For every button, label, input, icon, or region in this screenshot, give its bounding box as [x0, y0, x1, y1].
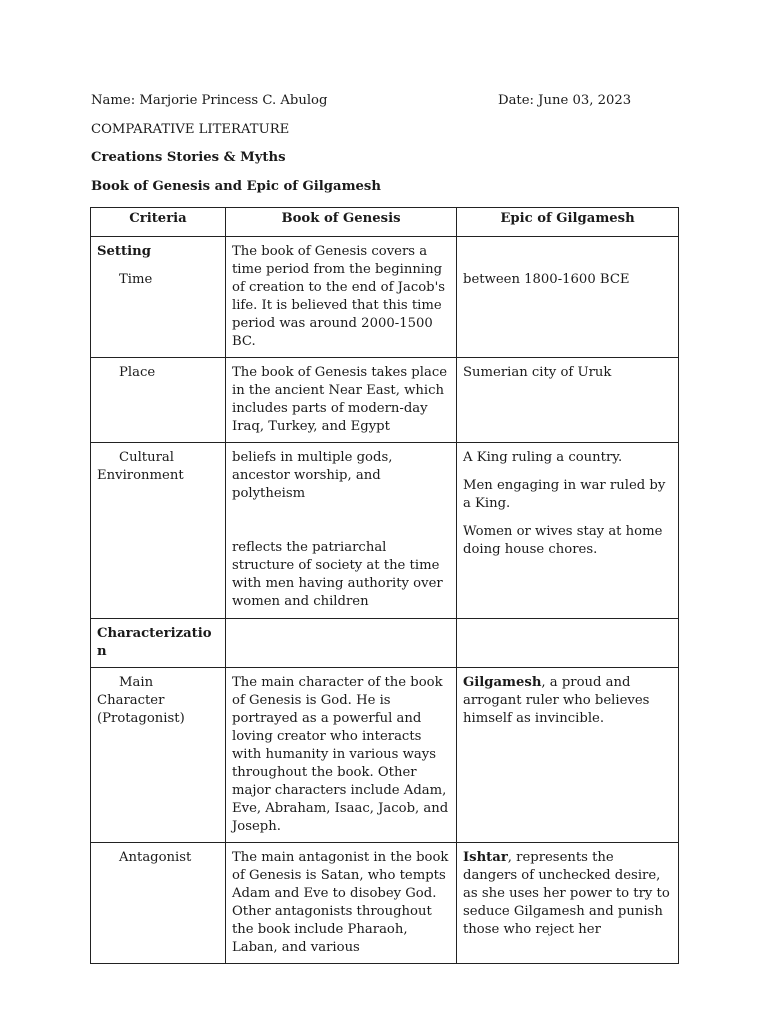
column-header-criteria: Criteria: [91, 208, 226, 237]
genesis-antagonist-cell: The main antagonist in the book of Genesis is Satan, who tempts Adam and Eve to disobey God. Other antagonists throughout the book include Pharaoh, Laban, and various: [226, 843, 457, 964]
criteria-cell: [91, 237, 226, 358]
criteria-label-antagonist: Antagonist: [119, 850, 192, 865]
character-name-ishtar: Ishtar: [463, 850, 508, 865]
genesis-cultural-cell: [226, 443, 457, 619]
criteria-cell: [91, 358, 226, 443]
table-header-row: [91, 208, 679, 237]
table-row-place: [91, 358, 679, 443]
course-title: COMPARATIVE LITERATURE: [91, 122, 290, 137]
genesis-place-cell: The book of Genesis takes place in the ancient Near East, which includes parts of modern-day Iraq, Turkey, and Egypt: [226, 358, 457, 443]
criteria-cell: [91, 843, 226, 964]
genesis-main-character-cell: The main character of the book of Genesis is God. He is portrayed as a powerful and loving creator who interacts with humanity in various ways throughout the book. Other major characters include Adam, Eve, Abraham, Isaac, Jacob, and Joseph.: [226, 668, 457, 843]
table-row-characterization: [91, 619, 679, 668]
student-name: Name: Marjorie Princess C. Abulog: [91, 93, 328, 108]
column-header-genesis: Book of Genesis: [226, 208, 457, 237]
empty-cell: [226, 619, 457, 668]
gilgamesh-antagonist-text: , represents the dangers of unchecked desire, as she uses her power to try to seduce Gilgamesh and punish those who reject her: [463, 850, 670, 937]
character-name-gilgamesh: Gilgamesh: [463, 675, 542, 690]
table-row-cultural: [91, 443, 679, 619]
empty-cell: [457, 619, 679, 668]
genesis-cultural-text-1: beliefs in multiple gods, ancestor worship, and polytheism: [232, 450, 393, 501]
gilgamesh-time-cell: [457, 237, 679, 358]
criteria-label-place: Place: [119, 365, 156, 380]
document-subtitle: Book of Genesis and Epic of Gilgamesh: [91, 179, 381, 194]
gilgamesh-cultural-text-3: Women or wives stay at home doing house chores.: [463, 524, 663, 557]
genesis-time-cell: The book of Genesis covers a time period from the beginning of creation to the end of Jacob's life. It is believed that this time period was around 2000-1500 BC.: [226, 237, 457, 358]
criteria-label-main-character: Main Character (Protagonist): [97, 675, 185, 726]
section-label-setting: Setting: [97, 244, 151, 259]
criteria-cell: [91, 668, 226, 843]
criteria-label-time: Time: [119, 272, 153, 287]
criteria-label-cultural: Cultural Environment: [97, 450, 184, 483]
comparison-table: [90, 207, 679, 964]
gilgamesh-antagonist-cell: [457, 843, 679, 964]
gilgamesh-main-character-cell: [457, 668, 679, 843]
gilgamesh-cultural-text-2: Men engaging in war ruled by a King.: [463, 478, 666, 511]
column-header-gilgamesh: Epic of Gilgamesh: [457, 208, 679, 237]
gilgamesh-cultural-text-1: A King ruling a country.: [463, 450, 623, 465]
table-row-antagonist: [91, 843, 679, 964]
gilgamesh-cultural-cell: [457, 443, 679, 619]
table-row-main-character: [91, 668, 679, 843]
topic-title: Creations Stories & Myths: [91, 150, 286, 165]
criteria-cell: [91, 443, 226, 619]
gilgamesh-time-text: between 1800-1600 BCE: [463, 272, 630, 287]
date-line: Date: June 03, 2023: [498, 93, 632, 108]
genesis-cultural-text-2: reflects the patriarchal structure of society at the time with men having authority over women and children: [232, 540, 443, 609]
section-label-characterization: Characterization: [91, 619, 226, 668]
gilgamesh-main-character-text: , a proud and arrogant ruler who believes himself as invincible.: [463, 675, 650, 726]
table-row-time: [91, 237, 679, 358]
gilgamesh-place-cell: Sumerian city of Uruk: [457, 358, 679, 443]
